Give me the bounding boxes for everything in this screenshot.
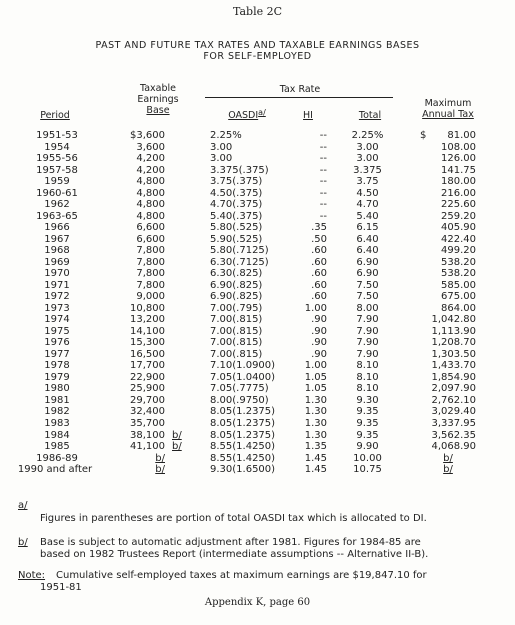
cell-base: 7,800 (136, 256, 165, 268)
table-row (0, 222, 515, 234)
cell-oasdi: 7.05(1.0400) (210, 371, 276, 383)
cell-maxtax: 2,762.10 (431, 394, 476, 406)
cell-total: 6.90 (356, 256, 379, 268)
cell-hi: .90 (311, 337, 327, 349)
table-row (0, 314, 515, 326)
cell-period: 1951-53 (36, 130, 78, 141)
table-row (0, 372, 515, 384)
cell-base: 3,600 (136, 130, 165, 141)
cell-period: 1990 and after (17, 464, 93, 476)
header-base-line2: Earnings (137, 94, 179, 105)
cell-hi: -- (319, 164, 327, 176)
cell-oasdi: 8.55(1.4250) (210, 452, 276, 464)
cell-total: 2.25% (351, 130, 384, 141)
cell-total: 7.90 (356, 325, 379, 337)
cell-hi: .90 (311, 314, 327, 326)
note-label: Note: (18, 570, 46, 581)
cell-maxtax: 1,113.90 (431, 325, 476, 337)
cell-hi: .90 (311, 325, 327, 337)
cell-oasdi: 5.40(.375) (210, 210, 263, 222)
cell-maxtax: 126.00 (441, 153, 476, 165)
page-footer: Appendix K, page 60 (204, 597, 311, 608)
cell-period: 1955-56 (36, 153, 78, 165)
table-number: Table 2C (232, 5, 283, 18)
cell-oasdi: 7.00(.815) (210, 337, 263, 349)
cell-period: 1973 (44, 302, 70, 314)
cell-maxtax: 864.00 (441, 302, 476, 314)
cell-oasdi: 2.25% (210, 130, 242, 141)
cell-oasdi: 8.05(1.2375) (210, 406, 276, 418)
cell-total: 8.10 (356, 371, 379, 383)
cell-total: 10.00 (353, 452, 382, 464)
cell-total: 8.10 (356, 360, 379, 372)
header-max-line1: Maximum (424, 98, 472, 109)
cell-base: 32,400 (130, 406, 165, 418)
cell-oasdi: 3.75(.375) (210, 176, 263, 188)
table-row (0, 245, 515, 257)
cell-hi: .60 (311, 291, 327, 303)
cell-total: 8.10 (356, 383, 379, 395)
cell-maxtax: 1,433.70 (431, 360, 476, 372)
note-line2: 1951-81 (40, 582, 82, 593)
table-row (0, 280, 515, 292)
cell-base: 4,800 (136, 176, 165, 188)
cell-maxtax: 216.00 (441, 187, 476, 199)
cell-maxtax: 499.20 (441, 245, 476, 257)
cell-oasdi: 7.00(.815) (210, 325, 263, 337)
cell-hi: -- (319, 153, 327, 165)
cell-base: 25,900 (130, 383, 165, 395)
cell-total: 7.90 (356, 337, 379, 349)
cell-base: 22,900 (130, 371, 165, 383)
cell-base: 13,200 (130, 314, 165, 326)
cell-hi: 1.45 (304, 452, 327, 464)
cell-base: 7,800 (136, 279, 165, 291)
cell-period: 1963-65 (36, 210, 78, 222)
cell-base: 4,200 (136, 164, 165, 176)
table-row (0, 441, 515, 453)
header-oasdi-label: OASDI (228, 110, 259, 121)
cell-period: 1976 (44, 337, 70, 349)
cell-period: 1977 (44, 348, 70, 360)
cell-total: 9.35 (356, 406, 379, 418)
cell-total: 9.90 (356, 441, 379, 453)
cell-oasdi: 3.375(.375) (210, 164, 269, 176)
table-row (0, 291, 515, 303)
cell-maxtax: 1,208.70 (431, 337, 476, 349)
table-row (0, 395, 515, 407)
cell-base: 4,800 (136, 199, 165, 211)
cell-base: b/ (155, 452, 165, 464)
header-max-line2: Annual Tax (422, 109, 474, 120)
cell-base: 16,500 (130, 348, 165, 360)
cell-oasdi: 6.90(.825) (210, 279, 263, 291)
cell-total: 7.50 (356, 291, 379, 303)
cell-period: 1957-58 (36, 164, 78, 176)
table-title-line1: PAST AND FUTURE TAX RATES AND TAXABLE EARNINGS BASES (95, 40, 420, 51)
table-row (0, 383, 515, 395)
cell-maxtax: 225.60 (441, 199, 476, 211)
header-tax-rate: Tax Rate (279, 84, 321, 95)
cell-oasdi: 5.80(.7125) (210, 245, 269, 257)
cell-period: 1978 (44, 360, 70, 372)
cell-hi: -- (319, 210, 327, 222)
cell-base: b/ (155, 464, 165, 476)
cell-base: 4,200 (136, 153, 165, 165)
cell-oasdi: 5.90(.525) (210, 233, 263, 245)
table-row (0, 211, 515, 223)
cell-hi: -- (319, 187, 327, 199)
cell-maxtax: 3,337.95 (431, 418, 476, 429)
cell-base: 41,100 (130, 441, 165, 453)
cell-maxtax: 3,562.35 (431, 429, 476, 441)
cell-hi: -- (319, 176, 327, 188)
table-row (0, 326, 515, 338)
cell-maxtax: b/ (443, 464, 453, 476)
cell-oasdi: 6.30(.825) (210, 268, 263, 280)
cell-period: 1969 (44, 256, 70, 268)
cell-basefn: b/ (172, 429, 182, 441)
table-row (0, 303, 515, 315)
cell-period: 1974 (44, 314, 70, 326)
footnote-b-mark: b/ (18, 537, 28, 548)
cell-period: 1972 (44, 291, 70, 303)
cell-base: 17,700 (130, 360, 165, 372)
header-period: Period (40, 110, 70, 121)
cell-total: 9.30 (356, 394, 379, 406)
cell-maxtax: 180.00 (441, 176, 476, 188)
cell-total: 3.00 (356, 153, 379, 165)
cell-base: 38,100 (130, 429, 165, 441)
cell-maxtax: 585.00 (441, 279, 476, 291)
table-row (0, 453, 515, 465)
cell-oasdi: 4.70(.375) (210, 199, 263, 211)
cell-total: 9.35 (356, 429, 379, 441)
cell-period: 1954 (44, 141, 70, 153)
header-base-line1: Taxable (139, 83, 176, 94)
cell-oasdi: 7.00(.815) (210, 314, 263, 326)
cell-hi: .60 (311, 268, 327, 280)
cell-period: 1959 (44, 176, 70, 188)
cell-base: 35,700 (130, 418, 165, 429)
table-row (0, 406, 515, 418)
cell-base: 14,100 (130, 325, 165, 337)
header-oasdi (217, 108, 277, 121)
cell-maxtax: 141.75 (441, 164, 476, 176)
cell-total: 7.50 (356, 279, 379, 291)
header-total: Total (358, 110, 382, 121)
cell-oasdi: 3.00 (210, 153, 233, 165)
cell-hi: 1.30 (304, 429, 327, 441)
cell-hi: 1.00 (304, 302, 327, 314)
table-title-line2: FOR SELF-EMPLOYED (203, 51, 312, 62)
cell-hi: .90 (311, 348, 327, 360)
cell-dollar: $ (130, 130, 137, 141)
table-row (0, 153, 515, 165)
cell-base: 9,000 (136, 291, 165, 303)
footnote-a-text: Figures in parentheses are portion of total OASDI tax which is allocated to DI. (40, 513, 427, 524)
cell-oasdi: 5.80(.525) (210, 222, 263, 234)
cell-total: 6.40 (356, 245, 379, 257)
cell-hi: 1.30 (304, 418, 327, 429)
cell-hi: -- (319, 141, 327, 153)
table-row (0, 430, 515, 442)
cell-oasdi: 4.50(.375) (210, 187, 263, 199)
cell-period: 1975 (44, 325, 70, 337)
cell-base: 7,800 (136, 245, 165, 257)
cell-period: 1962 (44, 199, 70, 211)
cell-oasdi: 6.90(.825) (210, 291, 263, 303)
cell-maxtax: 81.00 (447, 130, 476, 141)
cell-base: 3,600 (136, 141, 165, 153)
cell-period: 1982 (44, 406, 70, 418)
cell-period: 1980 (44, 383, 70, 395)
cell-hi: 1.30 (304, 394, 327, 406)
cell-hi: -- (319, 199, 327, 211)
note-line1: Cumulative self-employed taxes at maximum earnings are $19,847.10 for (56, 570, 427, 581)
table-row (0, 268, 515, 280)
cell-total: 5.40 (356, 210, 379, 222)
cell-base: 29,700 (130, 394, 165, 406)
cell-hi: .60 (311, 279, 327, 291)
table-row (0, 234, 515, 246)
cell-hi: 1.35 (304, 441, 327, 453)
cell-maxtax: 259.20 (441, 210, 476, 222)
cell-total: 6.40 (356, 233, 379, 245)
cell-total: 4.50 (356, 187, 379, 199)
cell-oasdi: 6.30(.7125) (210, 256, 269, 268)
cell-period: 1984 (44, 429, 70, 441)
cell-total: 8.00 (356, 302, 379, 314)
cell-hi: 1.00 (304, 360, 327, 372)
table-row (0, 418, 515, 430)
cell-base: 15,300 (130, 337, 165, 349)
cell-maxtax: 2,097.90 (431, 383, 476, 395)
table-row (0, 199, 515, 211)
cell-total: 10.75 (353, 464, 382, 476)
header-oasdi-footnote: a/ (258, 108, 266, 117)
cell-total: 3.375 (353, 164, 382, 176)
cell-base: 4,800 (136, 187, 165, 199)
cell-maxtax: 4,068.90 (431, 441, 476, 453)
cell-hi: .35 (311, 222, 327, 234)
table-row (0, 176, 515, 188)
cell-period: 1979 (44, 371, 70, 383)
cell-oasdi: 8.55(1.4250) (210, 441, 276, 453)
cell-maxtax: 538.20 (441, 268, 476, 280)
table-row (0, 130, 515, 142)
cell-maxtax: 538.20 (441, 256, 476, 268)
header-base-line3: Base (146, 105, 170, 116)
footnote-b-line2: based on 1982 Trustees Report (intermediate assumptions -- Alternative II-B). (40, 549, 429, 560)
cell-maxtax: 422.40 (441, 233, 476, 245)
cell-total: 7.90 (356, 314, 379, 326)
cell-period: 1983 (44, 418, 70, 429)
cell-hi: .60 (311, 256, 327, 268)
table-row (0, 188, 515, 200)
cell-oasdi: 8.05(1.2375) (210, 418, 276, 429)
cell-hi: 1.30 (304, 406, 327, 418)
cell-hi: .60 (311, 245, 327, 257)
cell-oasdi: 7.00(.815) (210, 348, 263, 360)
cell-total: 6.15 (356, 222, 379, 234)
table-row (0, 464, 515, 476)
cell-maxtax: 1,303.50 (431, 348, 476, 360)
cell-base: 7,800 (136, 268, 165, 280)
cell-maxtax: 1,042.80 (431, 314, 476, 326)
cell-hi: 1.45 (304, 464, 327, 476)
cell-total: 6.90 (356, 268, 379, 280)
header-hi: HI (303, 110, 313, 121)
table-row (0, 360, 515, 372)
cell-period: 1967 (44, 233, 70, 245)
tax-rate-rule (205, 97, 393, 98)
cell-maxtax: 675.00 (441, 291, 476, 303)
cell-period: 1970 (44, 268, 70, 280)
cell-hi: 1.05 (304, 383, 327, 395)
table-row (0, 142, 515, 154)
table-row (0, 257, 515, 269)
cell-hi: -- (319, 130, 327, 141)
cell-oasdi: 7.10(1.0900) (210, 360, 276, 372)
cell-base: 4,800 (136, 210, 165, 222)
cell-period: 1981 (44, 394, 70, 406)
cell-oasdi: 7.05(.7775) (210, 383, 269, 395)
cell-oasdi: 7.00(.795) (210, 302, 263, 314)
cell-hi: 1.05 (304, 371, 327, 383)
cell-total: 3.75 (356, 176, 379, 188)
cell-base: 6,600 (136, 222, 165, 234)
cell-base: 10,800 (130, 302, 165, 314)
cell-oasdi: 8.05(1.2375) (210, 429, 276, 441)
cell-oasdi: 3.00 (210, 141, 233, 153)
cell-dollar2: $ (420, 130, 427, 141)
cell-period: 1968 (44, 245, 70, 257)
cell-basefn: b/ (172, 441, 182, 453)
cell-oasdi: 9.30(1.6500) (210, 464, 276, 476)
cell-maxtax: b/ (443, 452, 453, 464)
cell-base: 6,600 (136, 233, 165, 245)
cell-maxtax: 108.00 (441, 141, 476, 153)
cell-total: 9.35 (356, 418, 379, 429)
cell-period: 1960-61 (36, 187, 78, 199)
table-row (0, 337, 515, 349)
cell-maxtax: 405.90 (441, 222, 476, 234)
footnote-a-mark: a/ (18, 500, 28, 511)
table-row (0, 165, 515, 177)
cell-period: 1985 (44, 441, 70, 453)
cell-total: 4.70 (356, 199, 379, 211)
cell-period: 1986-89 (36, 452, 78, 464)
cell-oasdi: 8.00(.9750) (210, 394, 269, 406)
cell-hi: .50 (311, 233, 327, 245)
cell-total: 3.00 (356, 141, 379, 153)
cell-period: 1971 (44, 279, 70, 291)
cell-maxtax: 1,854.90 (431, 371, 476, 383)
footnote-b-line1: Base is subject to automatic adjustment after 1981. Figures for 1984-85 are (40, 537, 421, 548)
cell-total: 7.90 (356, 348, 379, 360)
cell-maxtax: 3,029.40 (431, 406, 476, 418)
cell-period: 1966 (44, 222, 70, 234)
table-row (0, 349, 515, 361)
